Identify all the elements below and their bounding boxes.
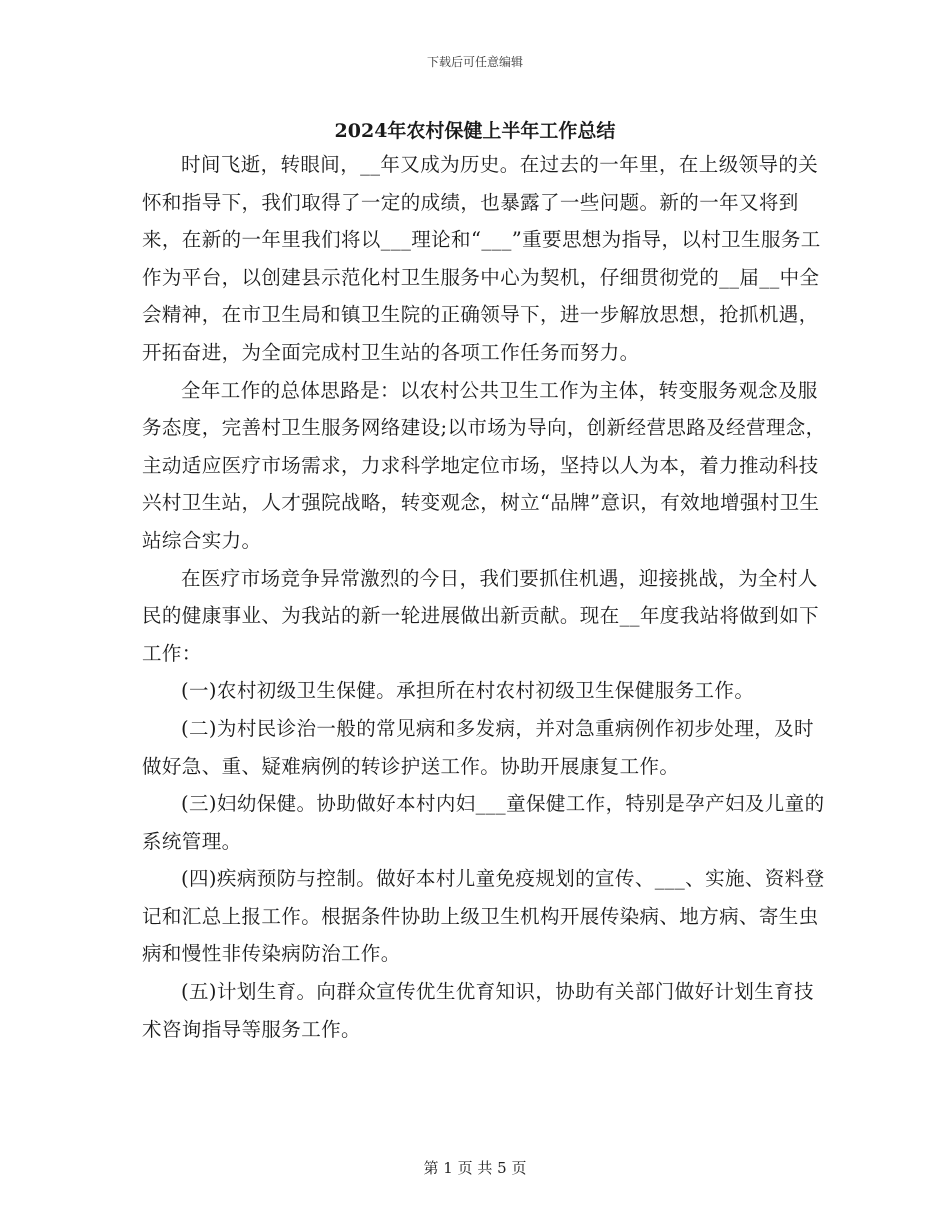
paragraph-item-5: (五)计划生育。向群众宣传优生优育知识，协助有关部门做好计划生育技术咨询指导等服务工作。 [142,980,814,1041]
paragraph-item-2: (二)为村民诊治一般的常见病和多发病，并对急重病例作初步处理，及时做好急、重、疑难病例的转诊护送工作。协助开展康复工作。 [142,716,814,778]
header-note: 下载后可任意编辑 [426,55,523,69]
paragraph-item-4: (四)疾病预防与控制。做好本村儿童免疫规划的宣传、___、实施、资料登记和汇总上报工作。根据条件协助上级卫生机构开展传染病、地方病、寄生虫病和慢性非传染病防治工作。 [142,867,825,966]
paragraph-work-plan-intro: 在医疗市场竞争异常激烈的今日，我们要抓住机遇，迎接挑战，为全村人民的健康事业、为我站的新一轮进展做出新贡献。现在__年度我站将做到如下工作： [142,566,820,665]
document-title: 2024年农村保健上半年工作总结 [334,120,616,142]
paragraph-item-1: (一)农村初级卫生保健。承担所在村农村初级卫生保健服务工作。 [181,679,755,703]
page-number: 第 1 页 共 5 页 [423,1159,527,1177]
document-body [142,146,832,1048]
paragraph-intro: 时间飞逝，转眼间，__年又成为历史。在过去的一年里，在上级领导的关怀和指导下，我们取得了一定的成绩，也暴露了一些问题。新的一年又将到来，在新的一年里我们将以___理论和“___”重要思想为指导，以村卫生服务工作为平台，以创建县示范化村卫生服务中心为契机，仔细贯彻党的__届__中全会精神，在市卫生局和镇卫生院的正确领导下，进一步解放思想，抢抓机遇，开拓奋进，为全面完成村卫生站的各项工作任务而努力。 [142,153,821,364]
paragraph-overall-approach: 全年工作的总体思路是：以农村公共卫生工作为主体，转变服务观念及服务态度，完善村卫生服务网络建设;以市场为导向，创新经营思路及经营理念，主动适应医疗市场需求，力求科学地定位市场，坚持以人为本，着力推动科技兴村卫生站，人才强院战略，转变观念，树立“品牌”意识，有效地增强村卫生站综合实力。 [142,378,826,552]
paragraph-item-3: (三)妇幼保健。协助做好本村内妇___童保健工作，特别是孕产妇及儿童的系统管理。 [142,792,825,853]
